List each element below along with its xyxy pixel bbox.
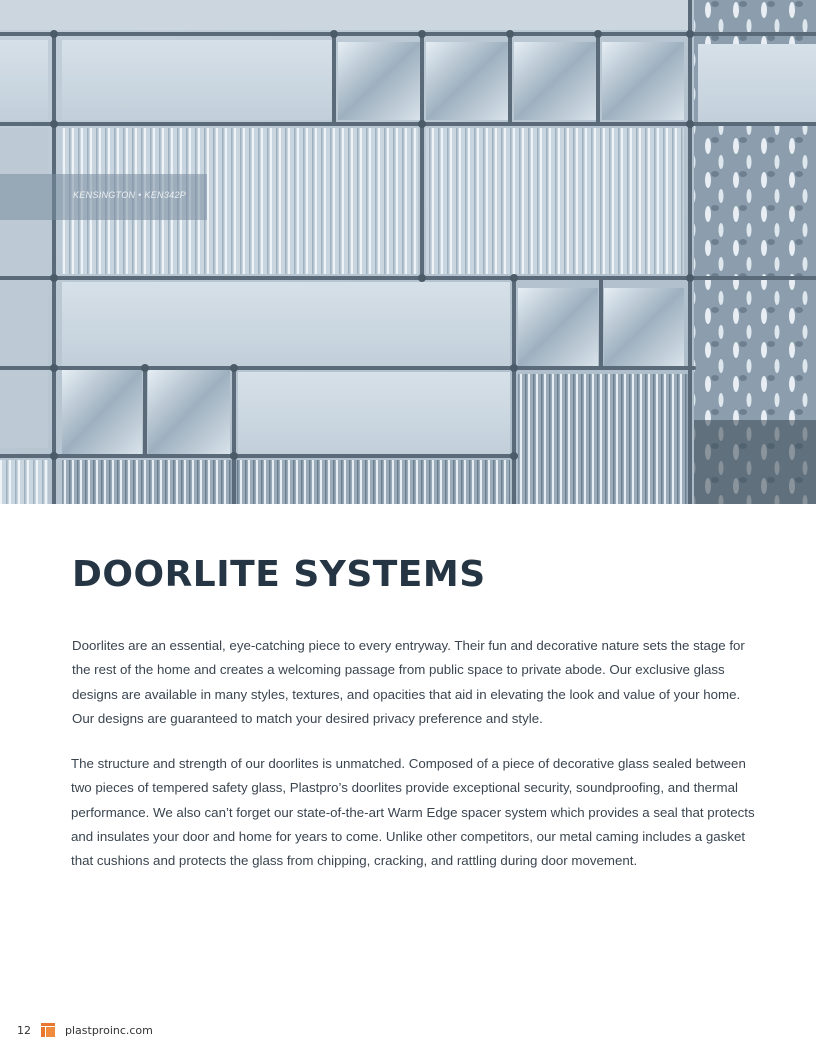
hero-glass-photo (0, 0, 816, 504)
intro-paragraph: Doorlites are an essential, eye-catching piece to every entryway. Their fun and decorative nature sets the stage for the rest of the home and creates a welcoming passage from public space to private abode. Our exclusive glass designs are available in many styles, textures, and opacities that aid in elevating the look and value of your home. Our designs are guaranteed to match your desired privacy preference and style. (72, 638, 745, 726)
structure-paragraph: The structure and strength of our doorlites is unmatched. Composed of a piece of decorative glass sealed between two pieces of tempered safety glass, Plastpro’s doorlites provide exceptional security, soundproofing, and thermal performance. We also can’t forget our state-of-the-art Warm Edge spacer system which provides a seal that protects and insulates your door and home for years to come. Unlike other competitors, our metal caming includes a gasket that cushions and protects the glass from chipping, cracking, and rattling during door movement. (71, 756, 755, 869)
decorative-glass-illustration (0, 0, 816, 504)
caption-product-name: KENSINGTON (73, 190, 136, 200)
caption-product-code: KEN342P (144, 190, 187, 200)
page-number: 12 (17, 1023, 31, 1037)
page-title: DOORLITE SYSTEMS (72, 554, 486, 595)
plastpro-logo-icon (41, 1023, 55, 1037)
website-link[interactable]: plastproinc.com (65, 1023, 153, 1037)
caption-separator: • (138, 190, 142, 200)
product-caption (73, 190, 186, 200)
page-footer (17, 1022, 153, 1038)
